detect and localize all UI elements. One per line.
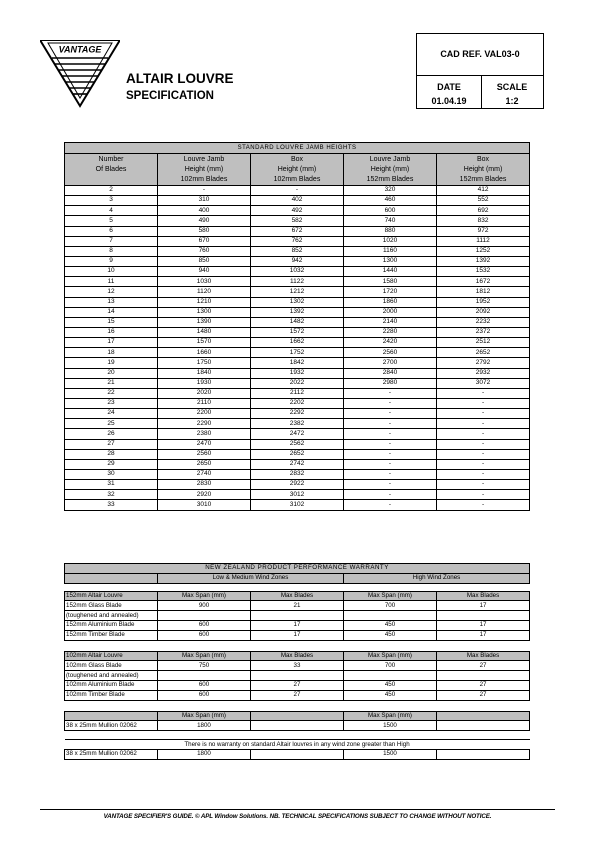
warranty-table — [64, 563, 530, 760]
table-cell: - — [437, 449, 530, 459]
table-cell: 692 — [437, 206, 530, 216]
page-title: ALTAIR LOUVRE — [126, 71, 234, 86]
table-cell: 1300 — [344, 256, 437, 266]
cell: 600 — [158, 680, 251, 690]
table-cell: 310 — [158, 196, 251, 206]
table-cell: 24 — [65, 409, 158, 419]
table-cell: 1390 — [158, 317, 251, 327]
cad-ref: CAD REF. VAL03-0 — [440, 49, 520, 59]
table-cell: 1482 — [251, 317, 344, 327]
table-row — [65, 388, 530, 398]
table-cell: 1580 — [344, 277, 437, 287]
table-cell: - — [437, 459, 530, 469]
table-cell: 30 — [65, 469, 158, 479]
cell: 600 — [158, 620, 251, 630]
jamb-column-header — [437, 154, 530, 186]
table-cell: 23 — [65, 398, 158, 408]
table-cell: 2742 — [251, 459, 344, 469]
table-cell: 1160 — [344, 246, 437, 256]
table-cell: 28 — [65, 449, 158, 459]
vantage-triangle-logo-icon — [40, 40, 120, 108]
cell: 1500 — [344, 721, 437, 731]
table-cell: 600 — [344, 206, 437, 216]
table-cell: 1032 — [251, 267, 344, 277]
header-line: 102mm Blades — [180, 175, 228, 183]
table-row — [65, 267, 530, 277]
title-block — [416, 33, 544, 109]
table-cell: 20 — [65, 368, 158, 378]
table-cell: 2562 — [251, 439, 344, 449]
table-cell: 1672 — [437, 277, 530, 287]
table-cell: 2200 — [158, 409, 251, 419]
table-cell: - — [437, 409, 530, 419]
jamb-column-header — [251, 154, 344, 186]
table-cell: 942 — [251, 256, 344, 266]
cell: 17 — [437, 620, 530, 630]
table-cell: 2 — [65, 186, 158, 196]
date-value: 01.04.19 — [431, 96, 467, 106]
table-cell: 2650 — [158, 459, 251, 469]
table-cell: - — [344, 500, 437, 510]
table-cell: 26 — [65, 429, 158, 439]
table-cell: 2652 — [251, 449, 344, 459]
header-line: Louvre Jamb — [183, 155, 225, 163]
table-cell: - — [344, 459, 437, 469]
table-cell: 552 — [437, 196, 530, 206]
table-row — [65, 419, 530, 429]
table-cell: - — [251, 186, 344, 196]
table-cell: 11 — [65, 277, 158, 287]
table-cell: 2560 — [344, 348, 437, 358]
table-cell: 1930 — [158, 378, 251, 388]
table-cell: 1112 — [437, 236, 530, 246]
jamb-column-header — [158, 154, 251, 186]
cell: 450 — [344, 690, 437, 700]
table-row — [65, 490, 530, 500]
table-row — [65, 378, 530, 388]
col-max-blades: Max Blades — [251, 591, 344, 601]
table-cell: 22 — [65, 388, 158, 398]
header-line: Of Blades — [95, 165, 127, 173]
col-max-span: Max Span (mm) — [344, 711, 437, 721]
mullion-label: 38 x 25mm Mullion 02062 — [65, 721, 158, 731]
table-row — [65, 236, 530, 246]
table-row — [65, 398, 530, 408]
table-cell: - — [344, 449, 437, 459]
table-cell: 1252 — [437, 246, 530, 256]
table-cell: 1840 — [158, 368, 251, 378]
table-row — [65, 368, 530, 378]
cell: 1800 — [158, 721, 251, 731]
header-line: 152mm Blades — [459, 175, 507, 183]
table-cell: 2140 — [344, 317, 437, 327]
table-cell: 672 — [251, 226, 344, 236]
table-cell: 2832 — [251, 469, 344, 479]
table-cell: 1030 — [158, 277, 251, 287]
cell: 17 — [437, 601, 530, 611]
table-cell: 1952 — [437, 297, 530, 307]
table-cell: 13 — [65, 297, 158, 307]
table-cell: 3010 — [158, 500, 251, 510]
table-cell: 2922 — [251, 480, 344, 490]
table-cell: 762 — [251, 236, 344, 246]
col-max-span: Max Span (mm) — [344, 651, 437, 661]
table-cell: 832 — [437, 216, 530, 226]
table-cell: 2372 — [437, 327, 530, 337]
table-cell: - — [344, 419, 437, 429]
table-row — [65, 246, 530, 256]
cell: 700 — [344, 601, 437, 611]
table-cell: - — [437, 388, 530, 398]
table-cell: 2932 — [437, 368, 530, 378]
table-cell: 29 — [65, 459, 158, 469]
table-cell: 5 — [65, 216, 158, 226]
page-subtitle: SPECIFICATION — [126, 90, 214, 102]
row-label: 102mm Aluminium Blade — [65, 680, 158, 690]
table-row — [65, 196, 530, 206]
table-cell: 490 — [158, 216, 251, 226]
vantage-logo — [40, 40, 120, 113]
col-max-blades: Max Blades — [437, 591, 530, 601]
cell: 17 — [251, 620, 344, 630]
table-cell: 18 — [65, 348, 158, 358]
table-row — [65, 277, 530, 287]
table-cell: 27 — [65, 439, 158, 449]
table-cell: 32 — [65, 490, 158, 500]
svg-text:VANTAGE: VANTAGE — [58, 44, 102, 55]
cell: 900 — [158, 601, 251, 611]
table-cell: 6 — [65, 226, 158, 236]
table-cell: 1020 — [344, 236, 437, 246]
table-cell: 2740 — [158, 469, 251, 479]
footer-divider — [40, 809, 555, 810]
table-cell: 2420 — [344, 338, 437, 348]
table-row — [65, 429, 530, 439]
table-cell: 7 — [65, 236, 158, 246]
table-row — [65, 348, 530, 358]
row-label: 152mm Glass Blade — [65, 601, 158, 611]
table-cell: 1210 — [158, 297, 251, 307]
table-row — [65, 338, 530, 348]
table-cell: 2112 — [251, 388, 344, 398]
col-max-span: Max Span (mm) — [344, 591, 437, 601]
table-cell: - — [437, 429, 530, 439]
header-line: 152mm Blades — [366, 175, 414, 183]
table-cell: - — [437, 439, 530, 449]
table-cell: 1842 — [251, 358, 344, 368]
cell: 600 — [158, 630, 251, 640]
table-cell: 14 — [65, 307, 158, 317]
cell: 1800 — [158, 749, 251, 759]
group-152-heading: 152mm Altair Louvre — [65, 591, 158, 601]
table-cell: 1570 — [158, 338, 251, 348]
table-cell: 2830 — [158, 480, 251, 490]
jamb-column-header — [344, 154, 437, 186]
table-cell: 2920 — [158, 490, 251, 500]
table-cell: 940 — [158, 267, 251, 277]
scale-value: 1:2 — [505, 96, 519, 106]
table-row — [65, 480, 530, 490]
table-cell: 1440 — [344, 267, 437, 277]
header-line: Box — [477, 155, 490, 163]
table-cell: - — [437, 419, 530, 429]
warranty-note: There is no warranty on standard Altair louvres in any wind zone greater than High — [65, 740, 530, 750]
row-note: (toughened and annealed) — [65, 671, 158, 681]
header-line: Height (mm) — [463, 165, 503, 173]
table-cell: 460 — [344, 196, 437, 206]
table-cell: - — [437, 490, 530, 500]
row-note: (toughened and annealed) — [65, 611, 158, 621]
table-cell: 17 — [65, 338, 158, 348]
table-cell: 31 — [65, 480, 158, 490]
table-cell: 582 — [251, 216, 344, 226]
table-cell: 1392 — [437, 256, 530, 266]
table-cell: 760 — [158, 246, 251, 256]
col-max-span: Max Span (mm) — [158, 651, 251, 661]
table-cell: 2022 — [251, 378, 344, 388]
table-row — [65, 469, 530, 479]
table-cell: 1662 — [251, 338, 344, 348]
cell: 17 — [437, 630, 530, 640]
row-label: 152mm Aluminium Blade — [65, 620, 158, 630]
table-cell: - — [344, 429, 437, 439]
table-cell: - — [344, 439, 437, 449]
table-row — [65, 216, 530, 226]
cell: 450 — [344, 630, 437, 640]
table-cell: - — [344, 480, 437, 490]
cell: 700 — [344, 661, 437, 671]
table-cell: 2232 — [437, 317, 530, 327]
cell: 600 — [158, 690, 251, 700]
table-row — [65, 297, 530, 307]
row-label: 152mm Timber Blade — [65, 630, 158, 640]
table-cell: 1750 — [158, 358, 251, 368]
table-cell: 400 — [158, 206, 251, 216]
table-cell: 1212 — [251, 287, 344, 297]
table-cell: 402 — [251, 196, 344, 206]
table-cell: 1812 — [437, 287, 530, 297]
cell: 750 — [158, 661, 251, 671]
jamb-table-title: STANDARD LOUVRE JAMB HEIGHTS — [65, 143, 530, 154]
table-cell: 2792 — [437, 358, 530, 368]
group-102-heading: 102mm Altair Louvre — [65, 651, 158, 661]
cell: 450 — [344, 620, 437, 630]
col-max-span: Max Span (mm) — [158, 591, 251, 601]
table-row — [65, 439, 530, 449]
table-cell: 2380 — [158, 429, 251, 439]
table-cell: - — [344, 388, 437, 398]
cell: 450 — [344, 680, 437, 690]
col-max-span: Max Span (mm) — [158, 711, 251, 721]
table-cell: 1572 — [251, 327, 344, 337]
warranty-title: NEW ZEALAND PRODUCT PERFORMANCE WARRANTY — [65, 564, 530, 574]
table-cell: 2512 — [437, 338, 530, 348]
table-row — [65, 226, 530, 236]
table-cell: 25 — [65, 419, 158, 429]
table-row — [65, 287, 530, 297]
table-cell: - — [344, 469, 437, 479]
row-label: 102mm Glass Blade — [65, 661, 158, 671]
header-line: Height (mm) — [370, 165, 410, 173]
table-cell: 4 — [65, 206, 158, 216]
jamb-column-header — [65, 154, 158, 186]
table-row — [65, 449, 530, 459]
table-cell: 850 — [158, 256, 251, 266]
table-cell: 3102 — [251, 500, 344, 510]
header-line: Height (mm) — [277, 165, 317, 173]
table-cell: 2280 — [344, 327, 437, 337]
scale-label: SCALE — [496, 82, 528, 92]
header-line: Box — [290, 155, 304, 163]
table-cell: 1300 — [158, 307, 251, 317]
table-cell: 1302 — [251, 297, 344, 307]
table-cell: 2652 — [437, 348, 530, 358]
table-cell: 3072 — [437, 378, 530, 388]
table-row — [65, 206, 530, 216]
table-row — [65, 327, 530, 337]
table-cell: 492 — [251, 206, 344, 216]
table-cell: 2472 — [251, 429, 344, 439]
table-cell: 3012 — [251, 490, 344, 500]
table-cell: 10 — [65, 267, 158, 277]
table-cell: 9 — [65, 256, 158, 266]
table-cell: - — [344, 490, 437, 500]
col-max-blades: Max Blades — [251, 651, 344, 661]
table-cell: - — [158, 186, 251, 196]
table-cell: 2382 — [251, 419, 344, 429]
table-row — [65, 317, 530, 327]
table-row — [65, 256, 530, 266]
table-cell: 33 — [65, 500, 158, 510]
table-cell: - — [437, 469, 530, 479]
table-cell: 16 — [65, 327, 158, 337]
table-cell: 670 — [158, 236, 251, 246]
table-cell: 2560 — [158, 449, 251, 459]
table-cell: 1660 — [158, 348, 251, 358]
table-cell: 1720 — [344, 287, 437, 297]
header-line: Number — [98, 155, 124, 163]
table-cell: 1532 — [437, 267, 530, 277]
table-cell: - — [437, 480, 530, 490]
table-cell: 1860 — [344, 297, 437, 307]
table-row — [65, 459, 530, 469]
jamb-heights-table — [64, 142, 530, 511]
table-cell: 1932 — [251, 368, 344, 378]
col-max-blades: Max Blades — [437, 651, 530, 661]
table-row — [65, 186, 530, 196]
table-row — [65, 500, 530, 510]
table-cell: - — [344, 398, 437, 408]
cell: 21 — [251, 601, 344, 611]
table-cell: 1122 — [251, 277, 344, 287]
cell: 27 — [437, 690, 530, 700]
header-line: 102mm Blades — [273, 175, 321, 183]
table-cell: 580 — [158, 226, 251, 236]
table-cell: 8 — [65, 246, 158, 256]
table-cell: 2000 — [344, 307, 437, 317]
table-cell: 2470 — [158, 439, 251, 449]
table-cell: 19 — [65, 358, 158, 368]
cell: 27 — [437, 680, 530, 690]
cell: 27 — [437, 661, 530, 671]
table-cell: 3 — [65, 196, 158, 206]
table-cell: 2700 — [344, 358, 437, 368]
table-row — [65, 307, 530, 317]
table-cell: 1120 — [158, 287, 251, 297]
table-cell: 12 — [65, 287, 158, 297]
table-cell: 2840 — [344, 368, 437, 378]
table-cell: 2110 — [158, 398, 251, 408]
table-cell: 740 — [344, 216, 437, 226]
table-cell: 852 — [251, 246, 344, 256]
table-cell: 2020 — [158, 388, 251, 398]
table-cell: - — [344, 409, 437, 419]
cell: 17 — [251, 630, 344, 640]
table-cell: 1752 — [251, 348, 344, 358]
table-cell: 1392 — [251, 307, 344, 317]
table-cell: 1480 — [158, 327, 251, 337]
table-cell: 2290 — [158, 419, 251, 429]
table-cell: 972 — [437, 226, 530, 236]
table-cell: 320 — [344, 186, 437, 196]
row-label: 102mm Timber Blade — [65, 690, 158, 700]
header-line: Height (mm) — [184, 165, 224, 173]
table-cell: 2202 — [251, 398, 344, 408]
cell: 27 — [251, 690, 344, 700]
table-row — [65, 409, 530, 419]
table-cell: 880 — [344, 226, 437, 236]
table-cell: - — [437, 500, 530, 510]
page-footer: VANTAGE SPECIFIER'S GUIDE. © APL Window Solutions. NB. TECHNICAL SPECIFICATIONS SUBJECT TO CHANGE WITHOUT NOTICE. — [103, 813, 492, 820]
table-cell: 2980 — [344, 378, 437, 388]
table-cell: 2292 — [251, 409, 344, 419]
table-cell: - — [437, 398, 530, 408]
table-cell: 2092 — [437, 307, 530, 317]
header-line — [65, 175, 157, 185]
table-cell: 21 — [65, 378, 158, 388]
mullion-label: 38 x 25mm Mullion 02062 — [65, 749, 158, 759]
zone-low-header: Low & Medium Wind Zones — [158, 573, 344, 583]
header-line: Louvre Jamb — [369, 155, 411, 163]
cell: 1500 — [344, 749, 437, 759]
table-cell: 412 — [437, 186, 530, 196]
zone-high-header: High Wind Zones — [344, 573, 530, 583]
table-row — [65, 358, 530, 368]
cell: 27 — [251, 680, 344, 690]
date-label: DATE — [437, 82, 461, 92]
cell: 33 — [251, 661, 344, 671]
table-cell: 15 — [65, 317, 158, 327]
